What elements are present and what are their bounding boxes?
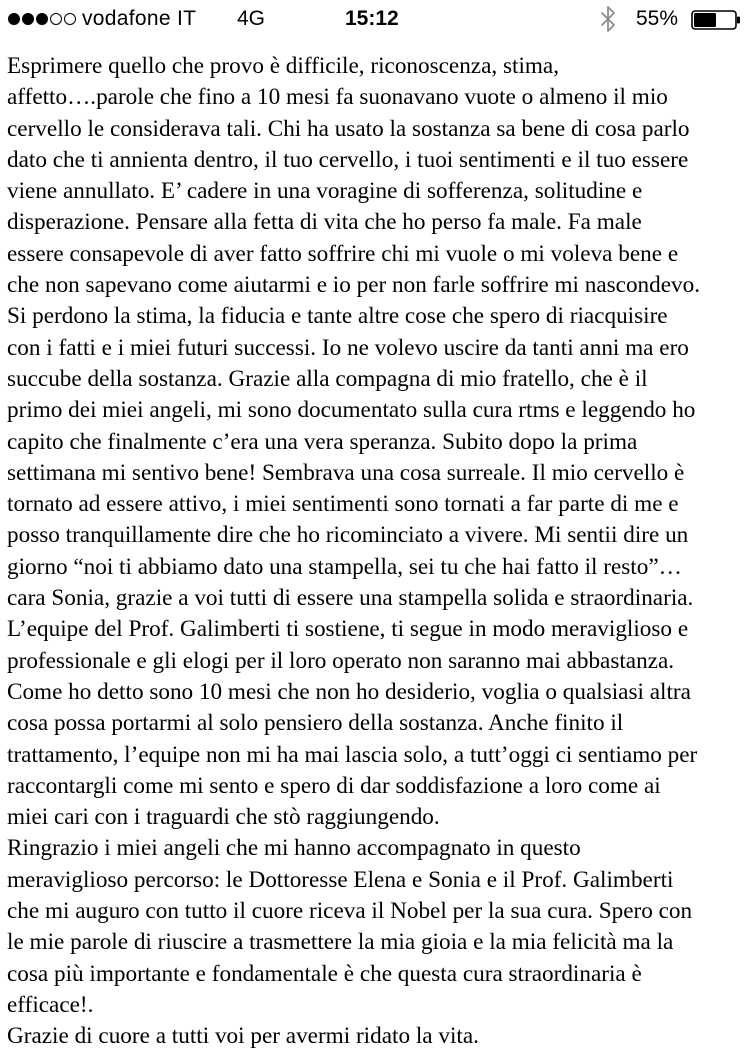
- carrier-name: vodafone IT: [82, 7, 197, 30]
- message-line: Come ho detto sono 10 mesi che non ho desiderio, voglia o qualsiasi altra: [7, 678, 691, 705]
- message-line: cara Sonia, grazie a voi tutti di essere una stampella solida e straordinaria.: [7, 585, 694, 612]
- message-line: Si perdono la stima, la fiducia e tante altre cose che spero di riacquisire: [7, 303, 668, 330]
- signal-dot: [22, 13, 34, 25]
- message-line: meraviglioso percorso: le Dottoresse Elena e Sonia e il Prof. Galimberti: [7, 866, 674, 893]
- bluetooth-icon: [600, 5, 616, 33]
- message-line: essere consapevole di aver fatto soffrire chi mi vuole o mi voleva bene e: [7, 240, 679, 267]
- message-line: Esprimere quello che provo è difficile, riconoscenza, stima,: [7, 53, 560, 79]
- message-line: Grazie di cuore a tutti voi per avermi ridato la vita.: [7, 1023, 479, 1050]
- signal-dot: [36, 13, 48, 25]
- message-line: trattamento, l’equipe non mi ha mai lascia solo, a tutt’oggi ci sentiamo per: [7, 741, 698, 768]
- message-line: cosa più importante e fondamentale è che questa cura straordinaria è: [7, 960, 642, 987]
- message-line: capito che finalmente c’era una vera speranza. Subito dopo la prima: [7, 428, 638, 455]
- message-line: disperazione. Pensare alla fetta di vita che ho perso fa male. Fa male: [7, 209, 642, 236]
- message-line: dato che ti annienta dentro, il tuo cervello, i tuoi sentimenti e il tuo essere: [7, 146, 689, 173]
- message-line: con i fatti e i miei futuri successi. Io ne volevo uscire da tanti anni ma ero: [7, 334, 689, 361]
- message-line: miei cari con i traguardi che stò raggiungendo.: [7, 804, 440, 831]
- message-line: affetto….parole che fino a 10 mesi fa suonavano vuote o almeno il mio: [7, 84, 668, 111]
- signal-dot: [50, 13, 62, 25]
- network-type: 4G: [237, 7, 266, 30]
- message-line: professionale e gli elogi per il loro operato non saranno mai abbastanza.: [7, 647, 675, 674]
- message-line: posso tranquillamente dire che ho ricominciato a vivere. Mi sentii dire un: [7, 522, 689, 549]
- message-line: tornato ad essere attivo, i miei sentimenti sono tornati a far parte di me e: [7, 491, 679, 518]
- message-line: L’equipe del Prof. Galimberti ti sostiene, ti segue in modo meraviglioso e: [7, 616, 689, 643]
- message-line: che non sapevano come aiutarmi e io per non farle soffrire mi nascondevo.: [7, 272, 701, 299]
- message-line: cervello le considerava tali. Chi ha usato la sostanza sa bene di cosa parlo: [7, 115, 690, 142]
- signal-strength-indicator: [8, 13, 76, 25]
- message-line: efficace!.: [7, 991, 94, 1018]
- message-line: cosa possa portarmi al solo pensiero della sostanza. Anche finito il: [7, 710, 624, 737]
- battery-percentage: 55%: [636, 7, 679, 30]
- message-line: le mie parole di riuscire a trasmettere la mia gioia e la mia felicità ma la: [7, 929, 674, 956]
- signal-dot: [64, 13, 76, 25]
- message-line: primo dei miei angeli, mi sono documentato sulla cura rtms e leggendo ho: [7, 397, 696, 424]
- clock-time: 15:12: [345, 7, 399, 30]
- battery-icon: [691, 10, 741, 30]
- message-line: che mi auguro con tutto il cuore riceva il Nobel per la sua cura. Spero con: [7, 898, 693, 925]
- message-line: settimana mi sentivo bene! Sembrava una cosa surreale. Il mio cervello è: [7, 459, 685, 486]
- message-body: [7, 51, 749, 1053]
- message-line: Ringrazio i miei angeli che mi hanno accompagnato in questo: [7, 835, 581, 862]
- message-line: succube della sostanza. Grazie alla compagna di mio fratello, che è il: [7, 365, 648, 392]
- signal-dot: [8, 13, 20, 25]
- status-bar: [0, 0, 750, 42]
- message-line: viene annullato. E’ cadere in una voragine di sofferenza, solitudine e: [7, 178, 643, 205]
- message-line: raccontargli come mi sento e spero di dar soddisfazione a loro come ai: [7, 772, 661, 799]
- message-line: giorno “noi ti abbiamo dato una stampella, sei tu che hai fatto il resto”…: [7, 553, 682, 580]
